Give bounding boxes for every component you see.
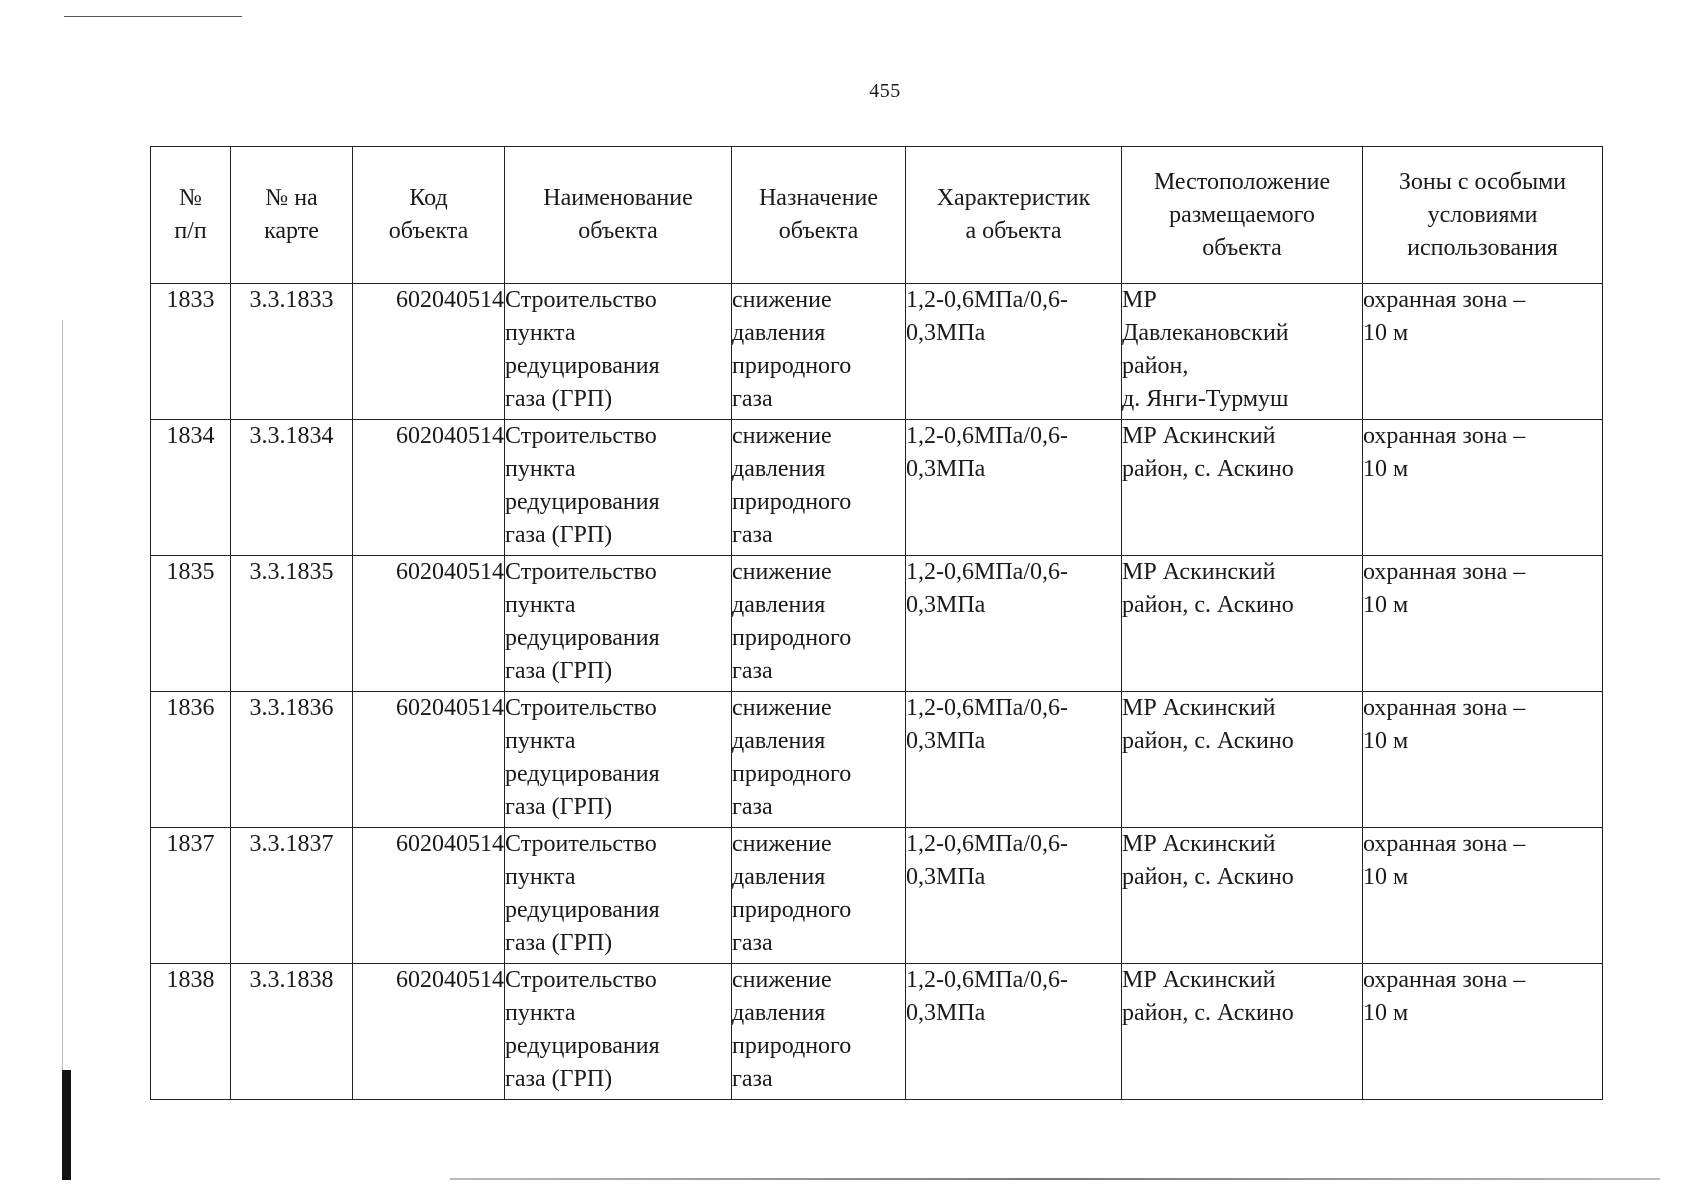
cell-object-location: МР Аскинский район, с. Аскино <box>1122 828 1363 964</box>
cell-special-zone: охранная зона – 10 м <box>1363 556 1603 692</box>
cell-row-number: 1836 <box>151 692 231 828</box>
cell-object-name: Строительство пункта редуцирования газа (ГРП) <box>505 556 732 692</box>
cell-object-characteristics: 1,2-0,6МПа/0,6- 0,3МПа <box>906 692 1122 828</box>
cell-object-code: 602040514 <box>353 828 505 964</box>
cell-object-location: МР Аскинский район, с. Аскино <box>1122 420 1363 556</box>
table-row <box>151 692 1603 828</box>
cell-special-zone: охранная зона – 10 м <box>1363 284 1603 420</box>
header-special-zones: Зоны с особыми условиями использования <box>1363 147 1603 284</box>
cell-object-purpose: снижение давления природного газа <box>732 420 906 556</box>
cell-map-number: 3.3.1834 <box>231 420 353 556</box>
cell-object-purpose: снижение давления природного газа <box>732 828 906 964</box>
cell-object-name: Строительство пункта редуцирования газа (ГРП) <box>505 964 732 1100</box>
cell-map-number: 3.3.1836 <box>231 692 353 828</box>
cell-map-number: 3.3.1835 <box>231 556 353 692</box>
page-number: 455 <box>869 80 901 102</box>
cell-row-number: 1838 <box>151 964 231 1100</box>
cell-object-name: Строительство пункта редуцирования газа (ГРП) <box>505 284 732 420</box>
cell-object-code: 602040514 <box>353 692 505 828</box>
cell-row-number: 1834 <box>151 420 231 556</box>
header-object-characteristics: Характеристик а объекта <box>906 147 1122 284</box>
cell-object-name: Строительство пункта редуцирования газа (ГРП) <box>505 420 732 556</box>
header-object-location: Местоположение размещаемого объекта <box>1122 147 1363 284</box>
header-object-name: Наименование объекта <box>505 147 732 284</box>
scan-artifact-margin-line <box>62 320 63 1070</box>
cell-row-number: 1837 <box>151 828 231 964</box>
cell-object-purpose: снижение давления природного газа <box>732 964 906 1100</box>
cell-special-zone: охранная зона – 10 м <box>1363 964 1603 1100</box>
cell-special-zone: охранная зона – 10 м <box>1363 420 1603 556</box>
cell-object-characteristics: 1,2-0,6МПа/0,6- 0,3МПа <box>906 556 1122 692</box>
table-row <box>151 556 1603 692</box>
cell-object-purpose: снижение давления природного газа <box>732 692 906 828</box>
cell-special-zone: охранная зона – 10 м <box>1363 692 1603 828</box>
table-row <box>151 420 1603 556</box>
header-object-code: Код объекта <box>353 147 505 284</box>
cell-object-code: 602040514 <box>353 420 505 556</box>
cell-object-characteristics: 1,2-0,6МПа/0,6- 0,3МПа <box>906 828 1122 964</box>
table-header-row <box>151 147 1603 284</box>
cell-object-name: Строительство пункта редуцирования газа (ГРП) <box>505 828 732 964</box>
cell-object-code: 602040514 <box>353 284 505 420</box>
cell-object-characteristics: 1,2-0,6МПа/0,6- 0,3МПа <box>906 964 1122 1100</box>
scan-artifact-margin-bar <box>62 1070 71 1180</box>
cell-object-location: МР Давлекановский район, д. Янги-Турмуш <box>1122 284 1363 420</box>
cell-object-name: Строительство пункта редуцирования газа (ГРП) <box>505 692 732 828</box>
objects-table <box>150 146 1603 1100</box>
table-row <box>151 964 1603 1100</box>
header-row-number: № п/п <box>151 147 231 284</box>
header-map-number: № на карте <box>231 147 353 284</box>
cell-object-characteristics: 1,2-0,6МПа/0,6- 0,3МПа <box>906 284 1122 420</box>
cell-map-number: 3.3.1833 <box>231 284 353 420</box>
cell-object-location: МР Аскинский район, с. Аскино <box>1122 556 1363 692</box>
scan-artifact-line-top <box>64 16 242 17</box>
cell-special-zone: охранная зона – 10 м <box>1363 828 1603 964</box>
cell-row-number: 1835 <box>151 556 231 692</box>
cell-map-number: 3.3.1837 <box>231 828 353 964</box>
table-row <box>151 284 1603 420</box>
cell-object-characteristics: 1,2-0,6МПа/0,6- 0,3МПа <box>906 420 1122 556</box>
header-object-purpose: Назначение объекта <box>732 147 906 284</box>
cell-object-code: 602040514 <box>353 964 505 1100</box>
scan-artifact-line-bottom <box>450 1178 1660 1180</box>
cell-row-number: 1833 <box>151 284 231 420</box>
cell-object-purpose: снижение давления природного газа <box>732 284 906 420</box>
cell-object-location: МР Аскинский район, с. Аскино <box>1122 692 1363 828</box>
cell-object-purpose: снижение давления природного газа <box>732 556 906 692</box>
cell-object-location: МР Аскинский район, с. Аскино <box>1122 964 1363 1100</box>
table-row <box>151 828 1603 964</box>
cell-object-code: 602040514 <box>353 556 505 692</box>
cell-map-number: 3.3.1838 <box>231 964 353 1100</box>
